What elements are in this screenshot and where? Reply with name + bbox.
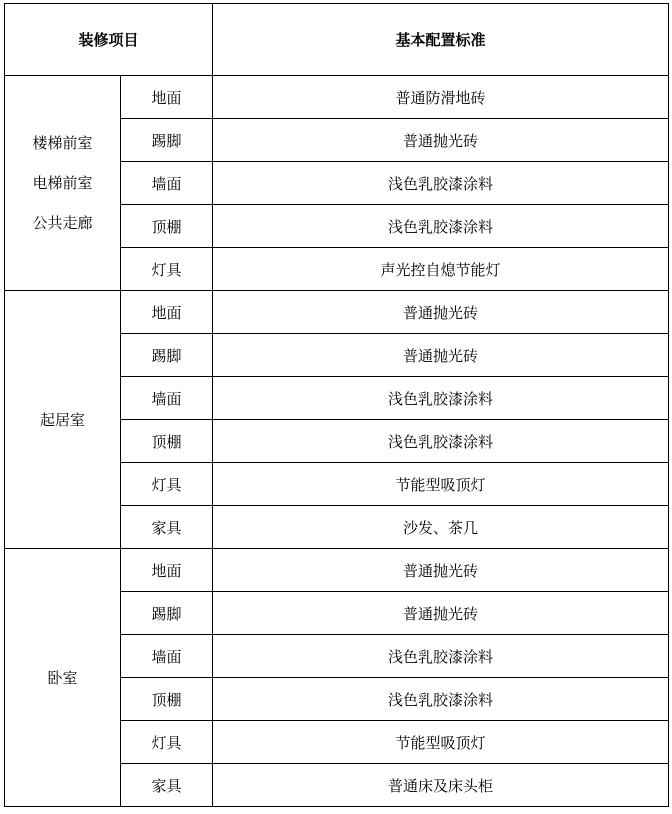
sub-item: 顶棚	[121, 205, 213, 248]
sub-item: 灯具	[121, 248, 213, 291]
table-row	[5, 76, 669, 119]
group-line: 楼梯前室	[32, 134, 93, 152]
sub-item: 灯具	[121, 721, 213, 764]
group-label-living-room: 起居室	[5, 291, 121, 549]
standard-value: 声光控自熄节能灯	[213, 248, 669, 291]
sub-item: 墙面	[121, 162, 213, 205]
standard-value: 节能型吸顶灯	[213, 721, 669, 764]
sub-item: 墙面	[121, 635, 213, 678]
sub-item: 墙面	[121, 377, 213, 420]
sub-item: 顶棚	[121, 678, 213, 721]
group-line: 公共走廊	[32, 214, 93, 232]
sub-item: 家具	[121, 764, 213, 807]
standard-value: 普通抛光砖	[213, 592, 669, 635]
standard-value: 浅色乳胶漆涂料	[213, 205, 669, 248]
table-row	[5, 549, 669, 592]
sub-item: 地面	[121, 76, 213, 119]
standard-value: 普通抛光砖	[213, 291, 669, 334]
group-label-bedroom: 卧室	[5, 549, 121, 807]
table-row	[5, 291, 669, 334]
standard-value: 普通床及床头柜	[213, 764, 669, 807]
standard-value: 沙发、茶几	[213, 506, 669, 549]
sub-item: 家具	[121, 506, 213, 549]
standard-value: 普通抛光砖	[213, 334, 669, 377]
standard-value: 浅色乳胶漆涂料	[213, 377, 669, 420]
sub-item: 顶棚	[121, 420, 213, 463]
standard-value: 浅色乳胶漆涂料	[213, 678, 669, 721]
sub-item: 踢脚	[121, 119, 213, 162]
sub-item: 灯具	[121, 463, 213, 506]
decoration-standard-table	[4, 3, 669, 807]
group-line: 电梯前室	[32, 174, 93, 192]
sub-item: 地面	[121, 291, 213, 334]
group-label-public-areas	[5, 76, 121, 291]
header-standard: 基本配置标准	[213, 4, 669, 76]
standard-value: 浅色乳胶漆涂料	[213, 420, 669, 463]
standard-value: 浅色乳胶漆涂料	[213, 162, 669, 205]
sub-item: 踢脚	[121, 334, 213, 377]
sub-item: 踢脚	[121, 592, 213, 635]
standard-value: 节能型吸顶灯	[213, 463, 669, 506]
sub-item: 地面	[121, 549, 213, 592]
standard-value: 普通抛光砖	[213, 549, 669, 592]
standard-value: 普通抛光砖	[213, 119, 669, 162]
standard-value: 浅色乳胶漆涂料	[213, 635, 669, 678]
header-item: 装修项目	[5, 4, 213, 76]
header-row	[5, 4, 669, 76]
standard-value: 普通防滑地砖	[213, 76, 669, 119]
